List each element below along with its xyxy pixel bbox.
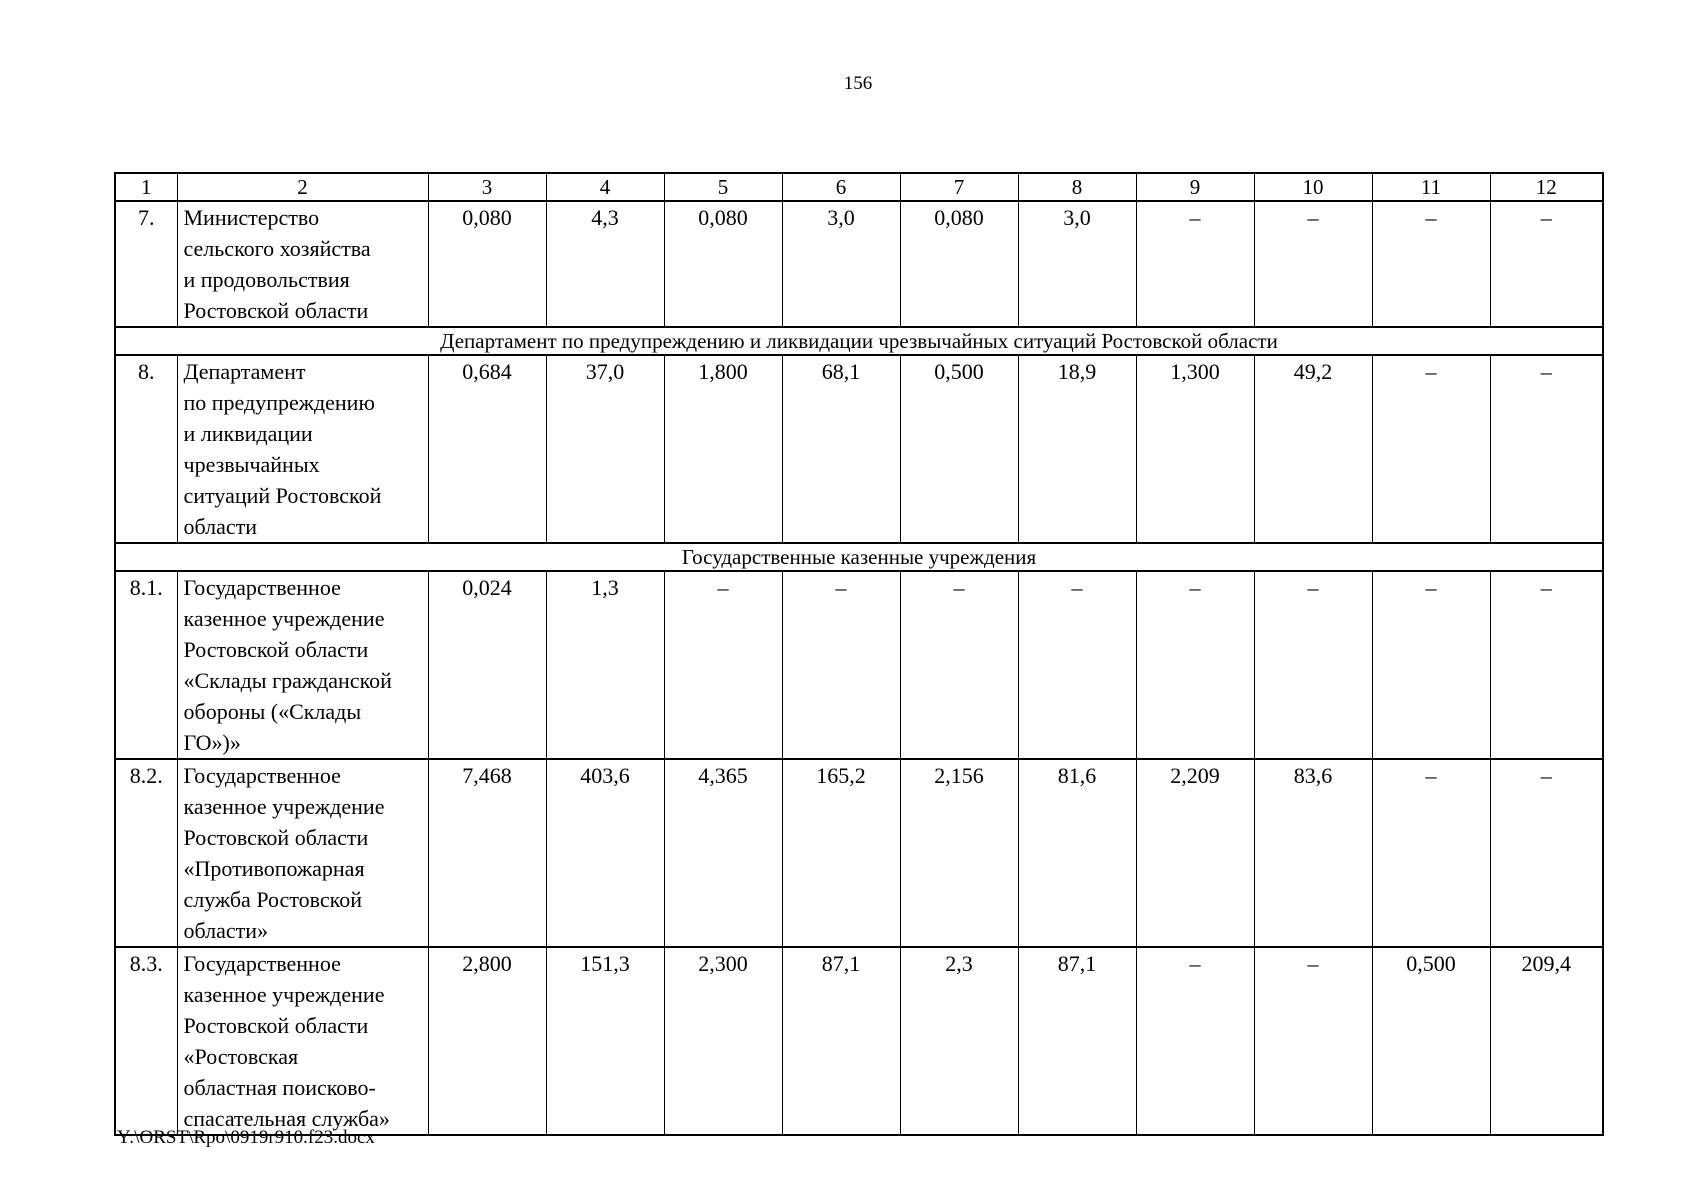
value-cell: – [1136,201,1254,327]
value-cell: – [1490,571,1603,759]
column-number-cell: 4 [546,173,664,201]
table-row [115,759,1603,947]
value-cell: – [1372,759,1490,947]
value-cell: – [1136,571,1254,759]
value-cell: – [1018,571,1136,759]
value-cell: – [1254,201,1372,327]
value-cell: 1,300 [1136,355,1254,543]
value-cell: – [1372,355,1490,543]
value-cell: – [1372,201,1490,327]
column-number-cell: 8 [1018,173,1136,201]
value-cell: – [1490,355,1603,543]
row-number: 8.3. [115,947,177,1135]
table-row [115,571,1603,759]
organization-name: Департамент по предупреждению и ликвидации чрезвычайных ситуаций Ростовской области [177,355,428,543]
value-cell: 4,3 [546,201,664,327]
value-cell: 83,6 [1254,759,1372,947]
value-cell: 2,156 [900,759,1018,947]
value-cell: 1,800 [664,355,782,543]
value-cell: 81,6 [1018,759,1136,947]
column-number-cell: 6 [782,173,900,201]
value-cell: 2,209 [1136,759,1254,947]
row-number: 8.2. [115,759,177,947]
column-number-cell: 3 [428,173,546,201]
column-number-cell: 5 [664,173,782,201]
organization-name: Государственное казенное учреждение Ростовской области «Противопожарная служба Ростовской области» [177,759,428,947]
value-cell: 2,300 [664,947,782,1135]
value-cell: – [1490,759,1603,947]
footer-file-path: Y:\ORST\Rpo\0919r910.f23.docx [117,1127,375,1148]
value-cell: 0,500 [1372,947,1490,1135]
value-cell: 209,4 [1490,947,1603,1135]
value-cell: 0,080 [664,201,782,327]
page-number: 156 [843,73,873,94]
value-cell: 0,500 [900,355,1018,543]
row-number: 8.1. [115,571,177,759]
value-cell: – [1254,947,1372,1135]
value-cell: – [782,571,900,759]
value-cell: – [900,571,1018,759]
value-cell: 403,6 [546,759,664,947]
table-row [115,947,1603,1135]
value-cell: 165,2 [782,759,900,947]
value-cell: 18,9 [1018,355,1136,543]
value-cell: 0,684 [428,355,546,543]
value-cell: – [1254,571,1372,759]
section-header-row [115,327,1603,355]
value-cell: 3,0 [1018,201,1136,327]
column-number-cell: 2 [177,173,428,201]
value-cell: 2,800 [428,947,546,1135]
organization-name: Министерство сельского хозяйства и продовольствия Ростовской области [177,201,428,327]
row-number: 8. [115,355,177,543]
value-cell: 0,080 [900,201,1018,327]
column-number-cell: 7 [900,173,1018,201]
column-number-cell: 12 [1490,173,1603,201]
value-cell: – [1372,571,1490,759]
data-table [114,172,1604,1136]
section-header-row [115,543,1603,571]
section-title: Государственные казенные учреждения [115,543,1603,571]
table-row [115,355,1603,543]
column-number-cell: 1 [115,173,177,201]
row-number: 7. [115,201,177,327]
value-cell: 0,080 [428,201,546,327]
value-cell: 68,1 [782,355,900,543]
value-cell: 3,0 [782,201,900,327]
organization-name: Государственное казенное учреждение Ростовской области «Ростовская областная поисково- спасательная служба» [177,947,428,1135]
value-cell: 7,468 [428,759,546,947]
organization-name: Государственное казенное учреждение Ростовской области «Склады гражданской обороны («Склады ГО»)» [177,571,428,759]
value-cell: 151,3 [546,947,664,1135]
value-cell: 37,0 [546,355,664,543]
column-number-row [115,173,1603,201]
column-number-cell: 9 [1136,173,1254,201]
value-cell: 1,3 [546,571,664,759]
value-cell: 4,365 [664,759,782,947]
value-cell: 0,024 [428,571,546,759]
section-title: Департамент по предупреждению и ликвидации чрезвычайных ситуаций Ростовской области [115,327,1603,355]
value-cell: – [1136,947,1254,1135]
value-cell: 49,2 [1254,355,1372,543]
value-cell: 87,1 [1018,947,1136,1135]
value-cell: – [1490,201,1603,327]
value-cell: 2,3 [900,947,1018,1135]
column-number-cell: 10 [1254,173,1372,201]
column-number-cell: 11 [1372,173,1490,201]
table-row [115,201,1603,327]
value-cell: 87,1 [782,947,900,1135]
value-cell: – [664,571,782,759]
